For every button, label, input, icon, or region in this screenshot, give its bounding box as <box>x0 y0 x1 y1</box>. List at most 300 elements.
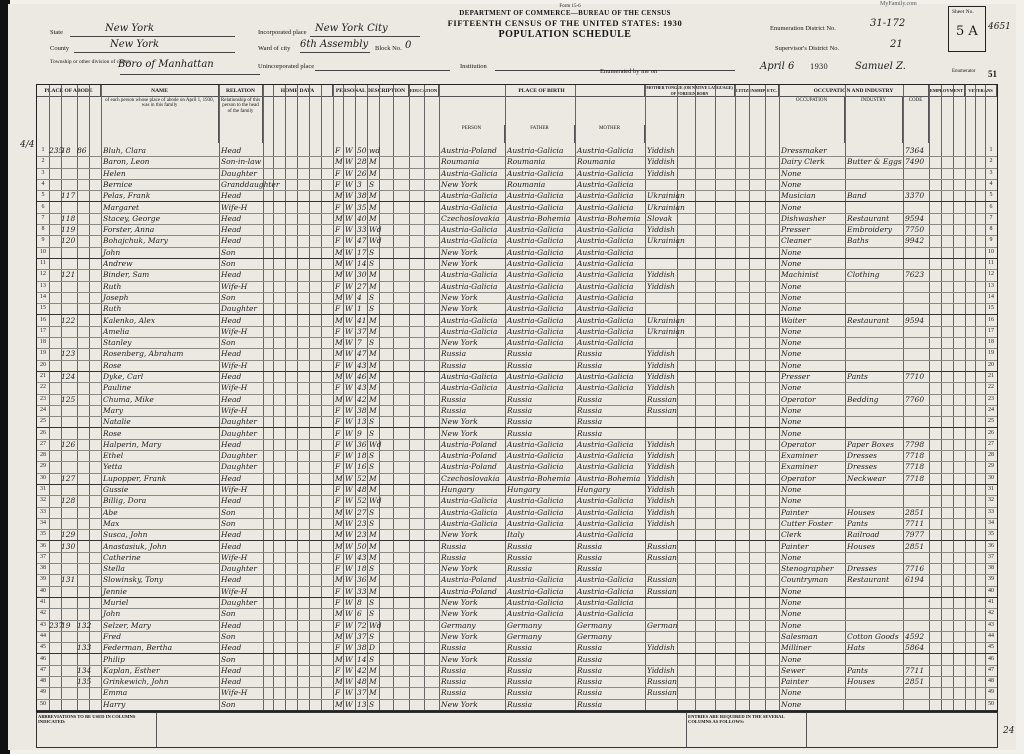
cell-hh: 135 <box>77 677 92 687</box>
cell-rel: Head <box>221 677 242 687</box>
supervisor-label: Supervisor's District No. <box>775 45 840 52</box>
cell-ms: M <box>369 485 377 494</box>
cell-pob: New York <box>441 304 478 314</box>
cell-sex: F <box>335 428 341 438</box>
group-name: NAME <box>101 85 219 97</box>
cell-tongue: Russian <box>647 405 677 415</box>
cell-fpob: Hungary <box>507 485 541 494</box>
cell-mpob: Germany <box>577 631 612 641</box>
cell-race: W <box>345 631 353 641</box>
cell-age: 48 <box>357 677 367 687</box>
cell-sex: M <box>335 315 343 325</box>
cell-pob: Austria-Poland <box>441 146 497 155</box>
cell-rel: Wife-H <box>221 405 248 415</box>
cell-tongue: Russian <box>647 394 677 404</box>
cell-name: Fred <box>103 631 122 641</box>
cell-fam: 125 <box>61 394 76 404</box>
cell-occ: None <box>781 620 802 630</box>
cell-pob: Austria-Galicia <box>441 202 498 212</box>
cell-rel: Wife-H <box>221 586 248 596</box>
row-number: 29 <box>988 463 994 470</box>
row-number: 27 <box>40 440 46 447</box>
cell-mpob: Austria-Galicia <box>577 225 634 235</box>
cell-occ: None <box>781 428 802 438</box>
cell-sex: F <box>335 439 341 449</box>
row-number: 22 <box>988 384 994 391</box>
row-number: 20 <box>988 361 994 368</box>
cell-tongue: Russian <box>647 552 677 562</box>
cell-mpob: Austria-Galicia <box>577 326 634 336</box>
cell-rel: Daughter <box>221 462 257 472</box>
row-number: 10 <box>988 248 994 255</box>
cell-fpob: Russia <box>507 552 533 562</box>
cell-fam: 117 <box>61 191 76 201</box>
cell-race: W <box>345 236 353 246</box>
cell-tongue: Yiddish <box>647 383 675 393</box>
cell-fpob: Russia <box>507 564 533 574</box>
cell-race: W <box>345 304 353 314</box>
cell-mpob: Austria-Bohemia <box>577 473 641 483</box>
cell-name: John <box>103 247 121 257</box>
cell-ind: Houses <box>847 541 876 551</box>
cell-ind: Bedding <box>847 394 879 404</box>
cell-sex: F <box>335 326 341 336</box>
row-number: 41 <box>40 599 46 605</box>
cell-name: Margaret <box>103 202 140 212</box>
cell-name: Kaplan, Esther <box>103 665 160 675</box>
cell-pob: Russia <box>441 541 467 551</box>
cell-ms: M <box>369 552 377 562</box>
cell-fam: 121 <box>61 270 76 280</box>
cell-rel: Wife-H <box>221 688 248 698</box>
cell-occ: Countryman <box>781 575 829 585</box>
cell-occ: Milliner <box>781 643 812 653</box>
sheet-corner-number: 4651 <box>988 22 1011 32</box>
cell-ms: S <box>369 518 375 528</box>
cell-mpob: Austria-Galicia <box>577 168 634 178</box>
cell-ms: M <box>369 541 377 551</box>
cell-mpob: Austria-Galicia <box>577 439 634 449</box>
cell-ms: Wd <box>369 439 382 449</box>
cell-sex: M <box>335 631 343 641</box>
row-number: 19 <box>40 350 46 357</box>
cell-ms: S <box>369 699 375 709</box>
row-number: 44 <box>40 632 46 639</box>
row-number: 36 <box>40 542 46 549</box>
cell-name: Rose <box>103 428 122 438</box>
cell-pob: Russia <box>441 405 467 415</box>
cell-fpob: Austria-Galicia <box>507 191 564 201</box>
cell-mpob: Austria-Galicia <box>577 451 634 461</box>
cell-name: Anastasiuk, John <box>103 541 167 551</box>
cell-age: 42 <box>357 665 367 675</box>
row-number: 9 <box>989 237 993 244</box>
cell-fpob: Russia <box>507 405 533 415</box>
cell-race: W <box>345 586 353 596</box>
cell-tongue: Yiddish <box>647 157 675 167</box>
cell-occ: None <box>781 259 802 268</box>
cell-pob: New York <box>441 598 478 607</box>
cell-age: 33 <box>357 586 367 596</box>
cell-rel: Daughter <box>221 417 257 427</box>
cell-name: Bluh, Clara <box>103 146 147 155</box>
cell-tongue: Ukrainian <box>647 236 685 246</box>
cell-mpob: Russia <box>577 665 603 675</box>
cell-ms: Wd <box>369 236 382 246</box>
row-number: 33 <box>40 508 46 515</box>
cell-sex: M <box>335 699 343 709</box>
cell-fpob: Roumania <box>507 157 546 167</box>
cell-race: W <box>345 428 353 438</box>
row-number: 23 <box>988 395 994 402</box>
cell-race: W <box>345 496 353 506</box>
cell-ind: Cotton Goods <box>847 631 899 641</box>
cell-name: Stanley <box>103 338 132 348</box>
cell-race: W <box>345 338 353 348</box>
cell-occ: None <box>781 281 802 291</box>
row-number: 3 <box>989 169 993 176</box>
row-number: 5 <box>41 192 45 199</box>
cell-occ: None <box>781 417 802 427</box>
cell-occ: Dishwasher <box>781 213 826 223</box>
row-number: 31 <box>988 486 994 492</box>
cell-code: 7718 <box>905 451 925 461</box>
cell-race: W <box>345 665 353 675</box>
cell-tongue: Yiddish <box>647 349 675 359</box>
cell-ms: S <box>369 247 375 257</box>
cell-sex: M <box>335 541 343 551</box>
cell-mpob: Austria-Galicia <box>577 292 634 302</box>
cell-tongue: Russian <box>647 541 677 551</box>
row-number: 46 <box>988 655 994 662</box>
cell-race: W <box>345 473 353 483</box>
cell-age: 23 <box>357 518 367 528</box>
cell-age: 50 <box>357 541 367 551</box>
cell-fpob: Russia <box>507 360 533 370</box>
cell-fpob: Austria-Galicia <box>507 518 564 528</box>
cell-name: Binder, Sam <box>103 270 150 280</box>
cell-code: 2851 <box>905 677 925 687</box>
incorporated-value: New York City <box>315 23 388 34</box>
cell-tongue: Russian <box>647 677 677 687</box>
cell-occ: Dairy Clerk <box>781 157 825 167</box>
cell-mpob: Austria-Galicia <box>577 202 634 212</box>
cell-fpob: Germany <box>507 631 542 641</box>
cell-race: W <box>345 699 353 709</box>
cell-age: 36 <box>357 575 367 585</box>
department-title: DEPARTMENT OF COMMERCE—BUREAU OF THE CENSUS <box>459 9 671 17</box>
row-number: 36 <box>988 542 994 549</box>
cell-race: W <box>345 259 353 268</box>
cell-race: W <box>345 575 353 585</box>
cell-sex: F <box>335 620 341 630</box>
row-number: 2 <box>989 158 993 165</box>
cell-race: W <box>345 168 353 178</box>
row-number: 5 <box>989 192 993 199</box>
row-number: 39 <box>988 576 994 583</box>
cell-mpob: Russia <box>577 564 603 574</box>
cell-tongue: Ukrainian <box>647 191 685 201</box>
cell-name: Pauline <box>103 383 132 393</box>
row-number: 43 <box>40 621 46 628</box>
cell-pob: New York <box>441 292 478 302</box>
form-number: Form 15-6 <box>559 4 581 9</box>
cell-sex: F <box>335 179 341 189</box>
cell-ind: Dresses <box>847 462 878 472</box>
cell-ms: S <box>369 304 375 314</box>
cell-fpob: Russia <box>507 654 533 664</box>
row-number: 14 <box>988 293 994 300</box>
incorporated-label: Incorporated place <box>258 29 307 36</box>
cell-name: Lupopper, Frank <box>103 473 167 483</box>
cell-name: Forster, Anna <box>103 225 155 235</box>
cell-fpob: Russia <box>507 699 533 709</box>
row-number: 32 <box>40 497 46 504</box>
cell-age: 37 <box>357 631 367 641</box>
cell-name: Harry <box>103 699 126 709</box>
table-row <box>37 699 997 711</box>
cell-code: 9594 <box>905 213 925 223</box>
cell-fpob: Austria-Galicia <box>507 270 564 280</box>
cell-fpob: Russia <box>507 349 533 359</box>
cell-fpob: Austria-Galicia <box>507 247 564 257</box>
enumerator-label: Enumerator <box>952 69 976 74</box>
cell-age: 17 <box>357 247 367 257</box>
cell-age: 46 <box>357 372 367 381</box>
cell-ms: M <box>369 360 377 370</box>
cell-ind: Houses <box>847 677 876 687</box>
cell-race: W <box>345 598 353 607</box>
cell-fam: 18 <box>61 146 71 155</box>
row-number: 18 <box>40 339 46 346</box>
cell-ms: S <box>369 338 375 348</box>
cell-age: 43 <box>357 383 367 393</box>
cell-rel: Head <box>221 372 242 381</box>
cell-mpob: Austria-Galicia <box>577 507 634 517</box>
cell-ind: Hats <box>847 643 865 653</box>
cell-rel: Daughter <box>221 304 257 314</box>
row-number: 37 <box>40 553 46 560</box>
cell-ind: Butter & Eggs <box>847 157 902 167</box>
cell-fpob: Austria-Galicia <box>507 586 564 596</box>
cell-occ: Salesman <box>781 631 818 641</box>
row-number: 45 <box>988 644 994 651</box>
cell-tongue: Yiddish <box>647 281 675 291</box>
row-number: 32 <box>988 497 994 504</box>
cell-name: Ruth <box>103 281 122 291</box>
cell-fpob: Russia <box>507 428 533 438</box>
cell-ms: M <box>369 202 377 212</box>
row-number: 34 <box>988 519 994 526</box>
cell-occ: Waiter <box>781 315 806 325</box>
cell-fpob: Austria-Galicia <box>507 338 564 348</box>
cell-tongue: Yiddish <box>647 518 675 528</box>
cell-occ: Musician <box>781 191 816 201</box>
cell-name: Bohajchuk, Mary <box>103 236 168 246</box>
cell-age: 6 <box>357 609 362 619</box>
code-column-head: CODE <box>903 97 929 143</box>
group-mother-tongue: MOTHER TONGUE (OR NATIVE LANGUAGE) OF FOREIGN BORN <box>645 85 735 97</box>
cell-fpob: Russia <box>507 394 533 404</box>
cell-fam: 123 <box>61 349 76 359</box>
cell-code: 7798 <box>905 439 925 449</box>
cell-pob: Austria-Poland <box>441 586 497 596</box>
occupation-column-head: OCCUPATION <box>779 97 845 143</box>
cell-occ: None <box>781 179 802 189</box>
cell-ms: Wd <box>369 496 382 506</box>
cell-rel: Son <box>221 699 236 709</box>
row-number: 8 <box>41 226 45 233</box>
cell-age: 28 <box>357 157 367 167</box>
cell-race: W <box>345 372 353 381</box>
cell-fam: 19 <box>61 620 71 630</box>
cell-age: 37 <box>357 688 367 698</box>
cell-rel: Head <box>221 665 242 675</box>
cell-tongue: Yiddish <box>647 360 675 370</box>
cell-ind: Pants <box>847 372 868 381</box>
cell-tongue: Yiddish <box>647 451 675 461</box>
cell-code: 7718 <box>905 473 925 483</box>
cell-ms: M <box>369 586 377 596</box>
cell-race: W <box>345 292 353 302</box>
township-label: Township or other division of county <box>50 59 132 65</box>
cell-race: W <box>345 281 353 291</box>
cell-name: Ethel <box>103 451 124 461</box>
cell-ms: M <box>369 665 377 675</box>
cell-pob: New York <box>441 247 478 257</box>
cell-rel: Head <box>221 541 242 551</box>
cell-sex: M <box>335 259 343 268</box>
cell-pob: New York <box>441 530 478 540</box>
cell-ms: S <box>369 462 375 472</box>
cell-rel: Son <box>221 338 236 348</box>
cell-occ: None <box>781 586 802 596</box>
cell-dw: 237 <box>49 620 64 630</box>
cell-ind: Neckwear <box>847 473 886 483</box>
cell-sex: F <box>335 564 341 574</box>
cell-pob: New York <box>441 609 478 619</box>
cell-tongue: Slovak <box>647 213 673 223</box>
block-label: Block No. <box>375 45 402 52</box>
cell-pob: Russia <box>441 394 467 404</box>
cell-mpob: Russia <box>577 643 603 653</box>
cell-rel: Head <box>221 620 242 630</box>
row-number: 25 <box>40 418 46 425</box>
cell-pob: Austria-Galicia <box>441 507 498 517</box>
cell-mpob: Austria-Bohemia <box>577 213 641 223</box>
cell-sex: M <box>335 518 343 528</box>
cell-age: 18 <box>357 451 367 461</box>
cell-sex: M <box>335 473 343 483</box>
cell-age: 26 <box>357 168 367 178</box>
cell-rel: Son <box>221 247 236 257</box>
cell-mpob: Russia <box>577 428 603 438</box>
row-number: 40 <box>988 587 994 594</box>
cell-tongue: Yiddish <box>647 270 675 280</box>
row-number: 15 <box>988 305 994 312</box>
cell-code: 9942 <box>905 236 925 246</box>
cell-occ: Cutter Foster <box>781 518 833 528</box>
cell-fpob: Austria-Galicia <box>507 439 564 449</box>
cell-pob: Roumania <box>441 157 480 167</box>
cell-mpob: Russia <box>577 405 603 415</box>
group-employment: EMPLOYMENT <box>929 85 965 97</box>
cell-tongue: Russian <box>647 688 677 698</box>
cell-occ: None <box>781 699 802 709</box>
cell-age: 27 <box>357 281 367 291</box>
county-label: County <box>50 45 70 52</box>
cell-hh: 86 <box>77 146 87 155</box>
cell-ms: S <box>369 417 375 427</box>
cell-race: W <box>345 247 353 257</box>
cell-name: Mary <box>103 405 123 415</box>
cell-occ: None <box>781 326 802 336</box>
cell-tongue: Ukrainian <box>647 315 685 325</box>
row-number: 11 <box>988 260 994 266</box>
cell-occ: None <box>781 338 802 348</box>
row-number: 30 <box>988 474 994 481</box>
row-number: 12 <box>40 271 46 278</box>
cell-mpob: Russia <box>577 417 603 427</box>
cell-ms: S <box>369 451 375 461</box>
cell-name: Joseph <box>103 292 129 302</box>
cell-age: 23 <box>357 530 367 540</box>
cell-race: W <box>345 462 353 472</box>
cell-age: 4 <box>357 292 362 302</box>
cell-ms: S <box>369 609 375 619</box>
cell-mpob: Austria-Galicia <box>577 281 634 291</box>
cell-age: 14 <box>357 259 367 268</box>
cell-code: 7718 <box>905 462 925 472</box>
cell-name: Bernice <box>103 179 133 189</box>
cell-ind: Baths <box>847 236 869 246</box>
row-number: 48 <box>40 678 46 685</box>
cell-ms: D <box>369 643 376 653</box>
row-number: 22 <box>40 384 46 391</box>
cell-name: Pelas, Frank <box>103 191 151 201</box>
cell-tongue: Ukrainian <box>647 326 685 336</box>
cell-rel: Son <box>221 507 236 517</box>
cell-fam: 129 <box>61 530 76 540</box>
cell-mpob: Austria-Galicia <box>577 179 634 189</box>
cell-name: Yetta <box>103 462 123 472</box>
cell-sex: M <box>335 654 343 664</box>
enum-district-label: Enumeration District No. <box>770 25 836 32</box>
cell-fpob: Austria-Galicia <box>507 609 564 619</box>
row-number: 18 <box>988 339 994 346</box>
cell-occ: Cleaner <box>781 236 811 246</box>
cell-rel: Head <box>221 643 242 653</box>
cell-rel: Wife-H <box>221 485 248 494</box>
cell-code: 9594 <box>905 315 925 325</box>
cell-sex: F <box>335 236 341 246</box>
cell-rel: Son <box>221 654 236 664</box>
cell-name: Halperin, Mary <box>103 439 162 449</box>
cell-rel: Head <box>221 473 242 483</box>
cell-pob: Russia <box>441 665 467 675</box>
cell-age: 3 <box>357 179 362 189</box>
row-number: 9 <box>41 237 45 244</box>
cell-age: 1 <box>357 304 362 314</box>
cell-ind: Restaurant <box>847 575 890 585</box>
row-number: 30 <box>40 474 46 481</box>
cell-mpob: Austria-Galicia <box>577 609 634 619</box>
row-number: 4 <box>989 180 993 187</box>
row-number: 19 <box>988 350 994 357</box>
cell-fpob: Austria-Galicia <box>507 281 564 291</box>
cell-rel: Granddaughter <box>221 179 280 189</box>
cell-race: W <box>345 451 353 461</box>
